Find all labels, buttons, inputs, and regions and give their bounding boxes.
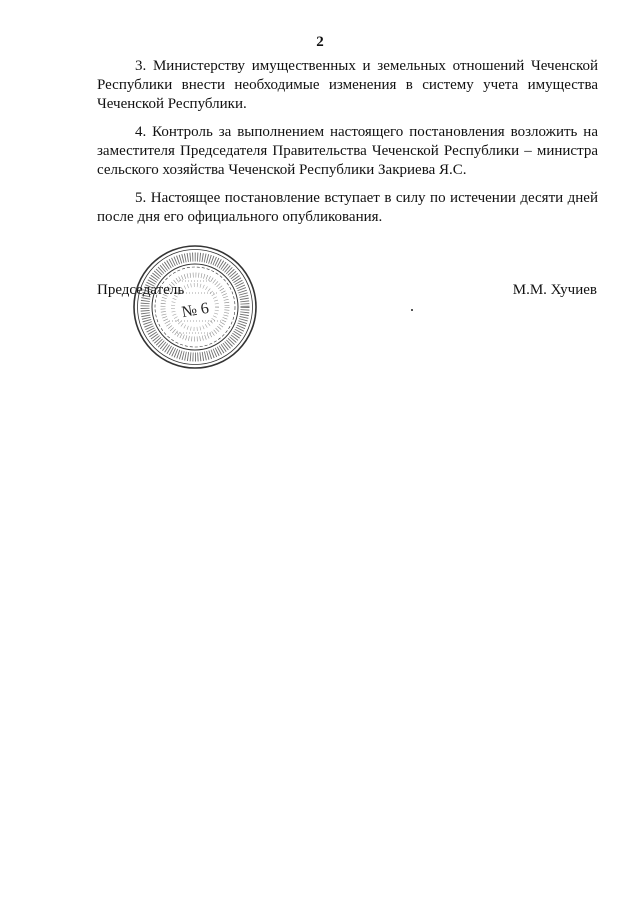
signatory-name: М.М. Хучиев [512,282,597,298]
signatory-title: Председатель [97,282,185,298]
stamp-number-label: № 6 [180,299,211,322]
page-number: 2 [316,34,324,50]
paragraph-3: 3. Министерству имущественных и земельных отношений Чеченской Республики внести необходимые изменения в систему учета имущества Чеченской Республики. [97,58,598,112]
paragraph-5: 5. Настоящее постановление вступает в силу по истечении десяти дней после дня его официального опубликования. [97,190,598,225]
paragraph-4: 4. Контроль за выполнением настоящего постановления возложить на заместителя Председателя Правительства Чеченской Республики – министра сельского хозяйства Чеченской Республики Закриева Я.С. [97,124,598,178]
scan-speck [411,309,413,311]
official-stamp [131,243,259,371]
document-body [97,57,598,236]
